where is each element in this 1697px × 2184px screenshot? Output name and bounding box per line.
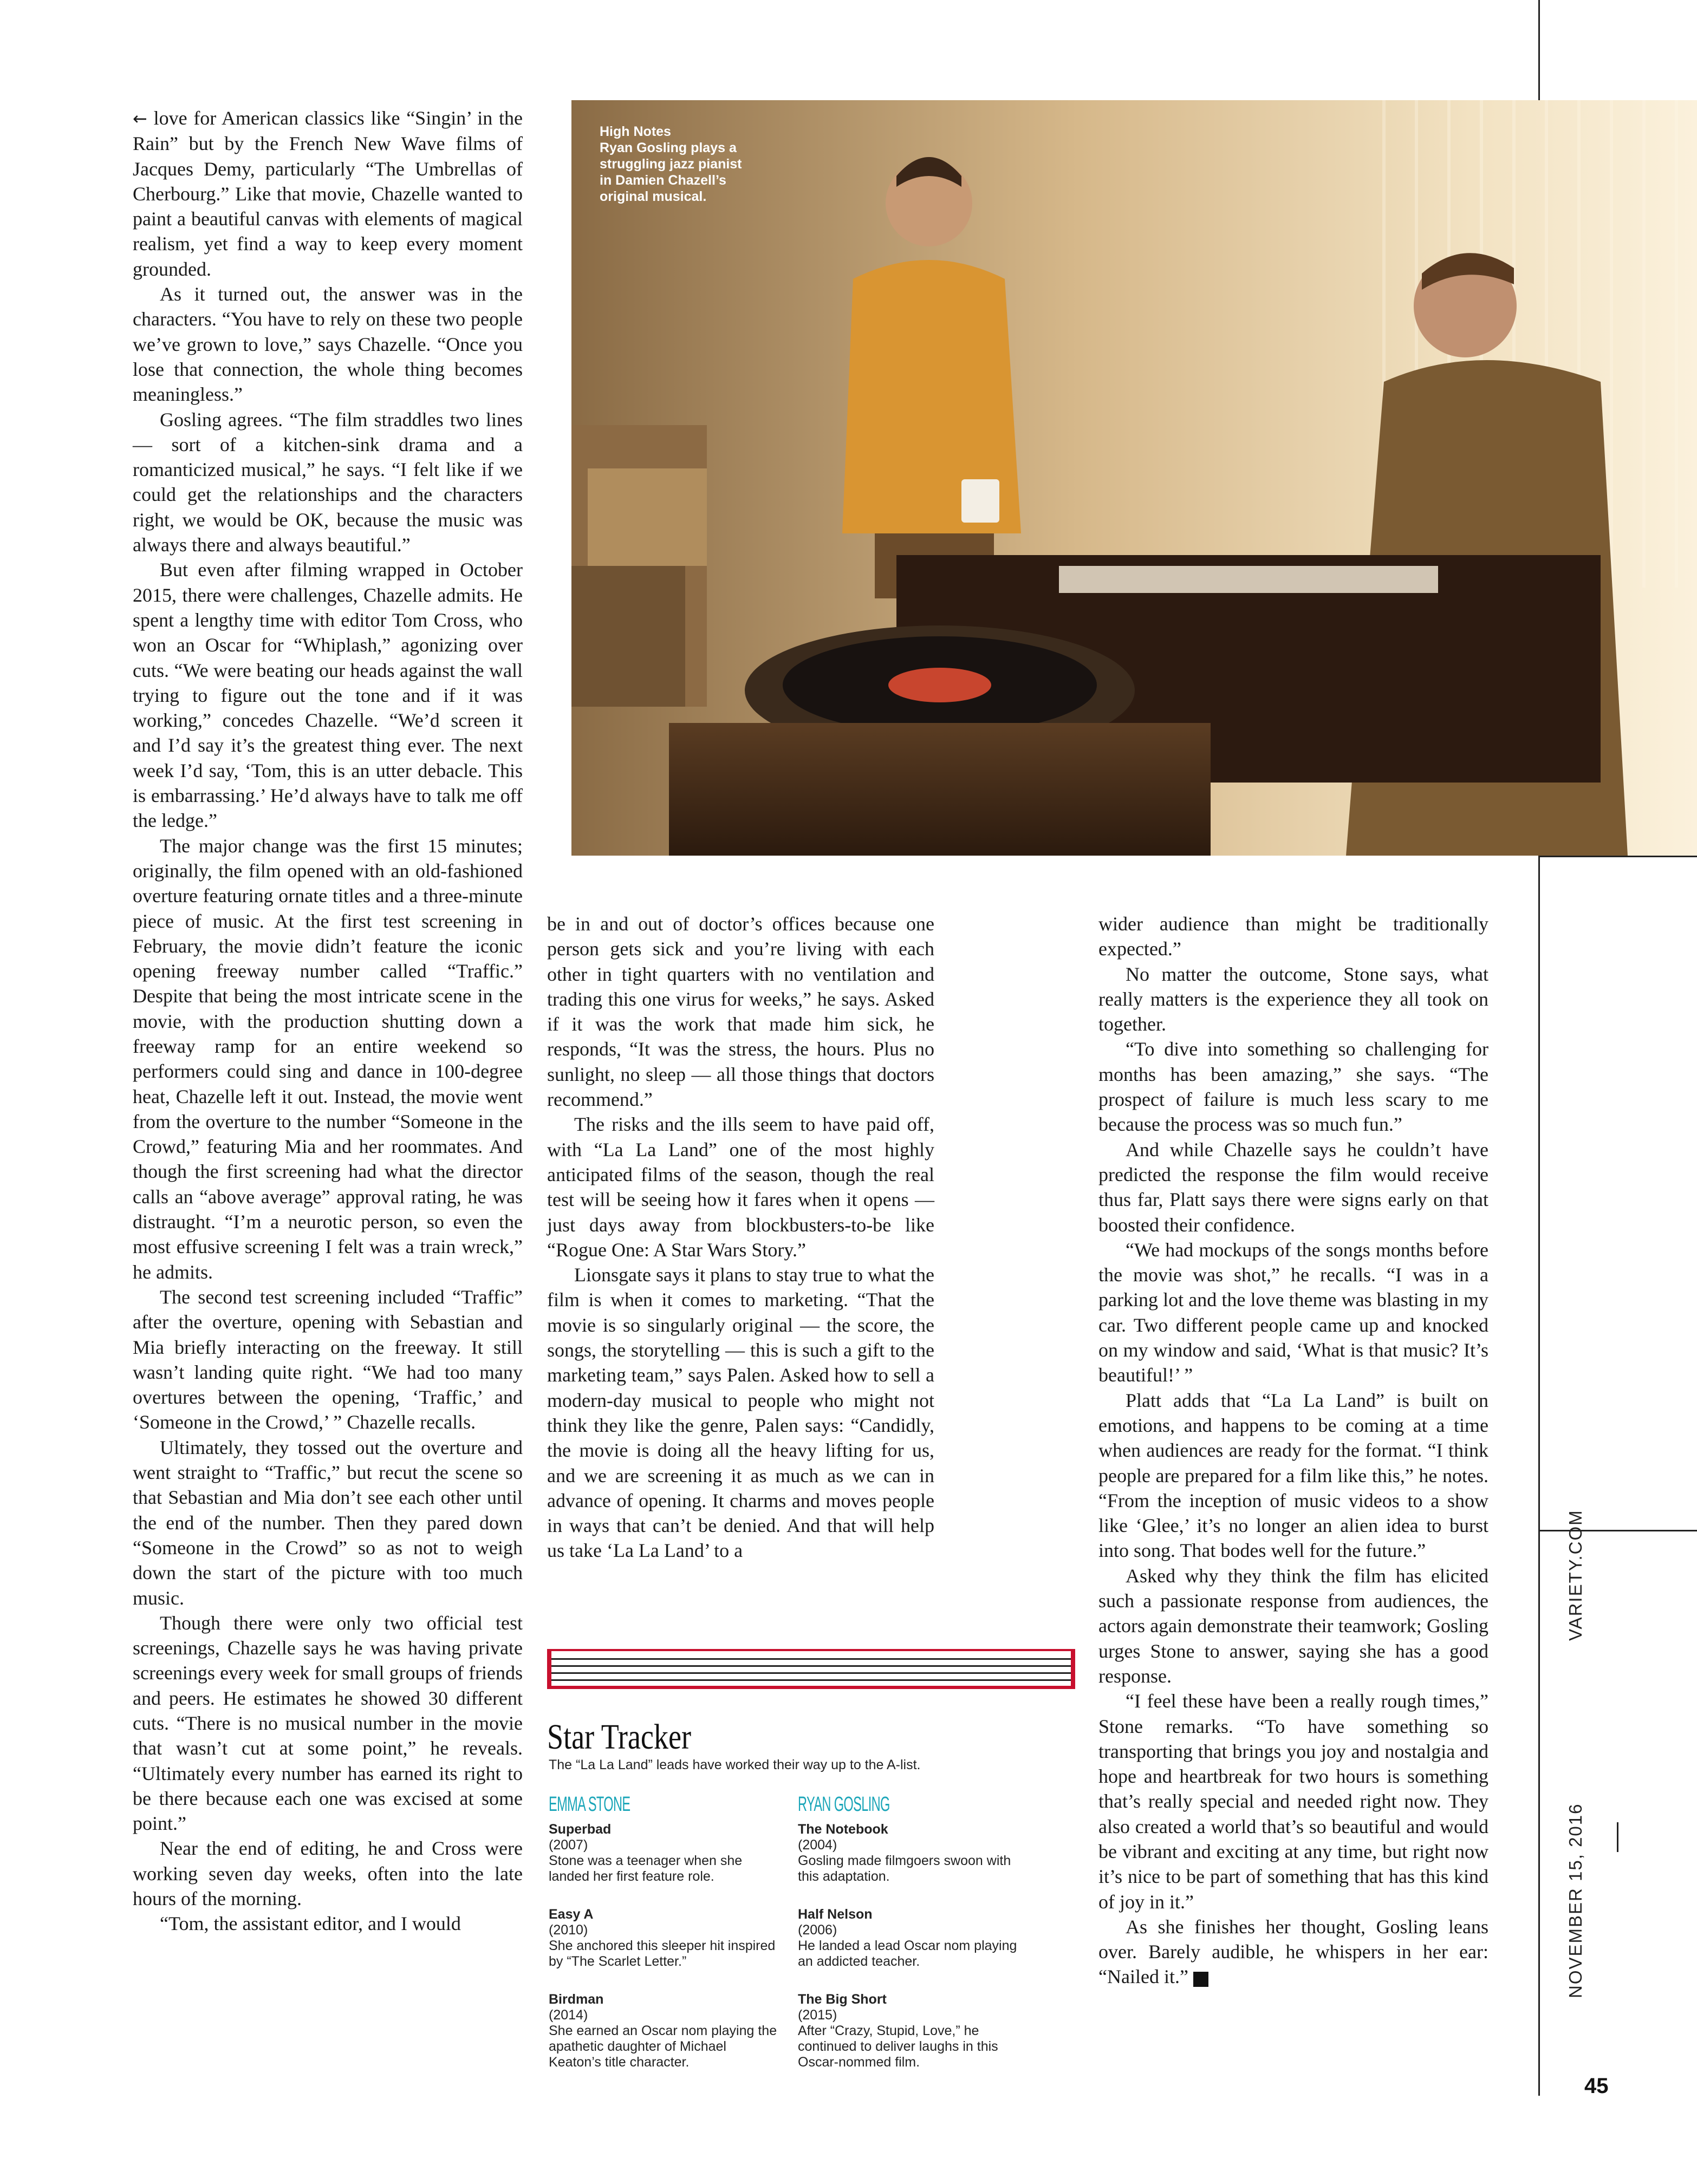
article-paragraph: be in and out of doctor’s offices because one person gets sick and you’re living with each other in tight quarters with no ventilation and trading this one virus for weeks,” he says. Asked if it was the work that made him sick, he responds, “It was the stress, the hours. Plus no sunlight, no sleep — all those things that doctors recommend.”: [547, 913, 934, 1111]
photo-illustration: [571, 100, 1697, 856]
tracker-actor-name: EMMA STONE: [549, 1793, 630, 1816]
article-paragraph: wider audience than might be traditionally expected.”: [1098, 913, 1488, 960]
page-number-divider: [1617, 1822, 1618, 1852]
tracker-entry: Superbad (2007) Stone was a teenager when she landed her first feature role.: [549, 1822, 743, 1884]
article-paragraph: Platt adds that “La La Land” is built on emotions, and happens to be coming at a time when audiences are ready for the format. “I think people are prepared for a film like this,” he notes. “From the inception of music videos to a show like ‘Glee,’ it’s no longer an alien idea to burst into song. That bodes well for the future.”: [1098, 1389, 1488, 1562]
article-paragraph: But even after filming wrapped in October 2015, there were challenges, Chazelle admits. He spent a lengthy time with editor Tom Cross, who won an Oscar for “Whiplash,” agonizing over cuts. “We were beating our heads against the wall trying to figure out the tone and if it was working,” concedes Chazelle. “We’d screen it and I’d say it’s the greatest thing ever. The next week I’d say, ‘Tom, this is an utter debacle. This is embarrassing.’ He’d always have to talk me off the ledge.”: [133, 559, 523, 832]
article-paragraph: “To dive into something so challenging for months has been amazing,” she says. “The prospect of failure is much less scary to me because the process was so much fun.”: [1098, 1038, 1488, 1136]
article-paragraph: No matter the outcome, Stone says, what really matters is the experience they all took on together.: [1098, 963, 1488, 1035]
article-paragraph: ← love for American classics like “Singin’ in the Rain” but by the French New Wave films of Jacques Demy, particularly “The Umbrellas of Cherbourg.” Like that movie, Chazelle wanted to paint a beautiful canvas with elements of magical realism, yet find a way to keep every moment grounded.: [133, 107, 523, 280]
tracker-entry: The Big Short (2015) After “Crazy, Stupid, Love,” he continued to deliver laughs in this Oscar-nommed film.: [798, 1992, 998, 2070]
margin-rule-bottom: [1538, 856, 1540, 2096]
tracker-entry: Half Nelson (2006) He landed a lead Oscar nom playing an addicted teacher.: [798, 1907, 1017, 1969]
tracker-column-gosling: [798, 1793, 1031, 2092]
article-photo: [571, 100, 1697, 856]
article-paragraph: “I feel these have been a really rough times,” Stone remarks. “To have something so transporting that brings you joy and nostalgia and hope and heartbreak for two hours is something that’s really special and needed right now. They also created a world that’s so beautiful and would be vibrant and exciting at any time, but right now it’s nice to be part of something that has this kind of joy in it.”: [1098, 1690, 1488, 1913]
article-paragraph: Ultimately, they tossed out the overture and went straight to “Traffic,” but recut the scene so that Sebastian and Mia don’t see each other until the end of the number. Then they pared down “Someone in the Crowd” so as not to weigh down the start of the picture with too much music.: [133, 1436, 523, 1609]
article-paragraph: Near the end of editing, he and Cross were working seven day weeks, often into the late hours of the morning.: [133, 1837, 523, 1910]
article-paragraph: “We had mockups of the songs months before the movie was shot,” he recalls. “I was in a parking lot and the love theme was blasting in my car. Two different people came up and knocked on my window and said, ‘What is that music? It’s beautiful!’ ”: [1098, 1238, 1488, 1386]
article-column-2: [547, 911, 934, 1563]
tracker-entry: Easy A (2010) She anchored this sleeper hit inspired by “The Scarlet Letter.”: [549, 1907, 776, 1969]
article-paragraph: And while Chazelle says he couldn’t have predicted the response the film would receive thus far, Platt says there were signs early on that boosted their confidence.: [1098, 1138, 1488, 1236]
margin-rule-horizontal: [1538, 856, 1697, 857]
article-paragraph: The major change was the first 15 minutes; originally, the film opened with an old-fashioned overture featuring ornate titles and a three-minute piece of music. At the first test screening in February, the movie didn’t feature the iconic opening freeway number called “Traffic.” Despite that being the most intricate scene in the movie, with the production shutting down a freeway ramp for an entire weekend so performers could sing and dance in 100-degree heat, Chazelle left it out. Instead, the movie went from the overture to the number “Someone in the Crowd,” featuring Mia and her roommates. And though the first screening had what the director calls an “above average” approval rating, he was distraught. “I’m a neurotic person, so even the most effusive screening I felt was a train wreck,” he admits.: [133, 835, 523, 1283]
article-paragraph: Lionsgate says it plans to stay true to what the film is when it comes to marketing. “That the movie is so singularly original — the score, the songs, the storytelling — this is such a gift to the marketing team,” says Palen. Asked how to sell a modern-day musical to people who might not think they like the genre, Palen says: “Candidly, the movie is doing all the heavy lifting for us, and we are screening it as much as we can in advance of opening. It charms and moves people in ways that can’t be denied. And that will help us take ‘La La Land’ to a: [547, 1264, 934, 1562]
article-paragraph: Gosling agrees. “The film straddles two lines — sort of a kitchen-sink drama and a romanticized musical,” he says. “I felt like if we could get the relationships and the characters right, we would be OK, because the music was always there and always beautiful.”: [133, 408, 523, 556]
article-column-1: [133, 106, 523, 1937]
tracker-staff-graphic: [547, 1649, 1075, 1692]
article-paragraph: “Tom, the assistant editor, and I would: [160, 1913, 461, 1935]
tracker-title: Star Tracker: [547, 1717, 692, 1757]
variety-end-mark-icon: V: [1193, 1972, 1208, 1987]
tracker-entry: The Notebook (2004) Gosling made filmgoers swoon with this adaptation.: [798, 1822, 1011, 1884]
article-paragraph: The second test screening included “Traffic” after the overture, opening with Sebastian and Mia briefly interacting on the freeway. It still wasn’t landing quite right. “We had too many overtures between the opening, ‘Traffic,’ and ‘Someone in the Crowd,’ ” Chazelle recalls.: [133, 1286, 523, 1433]
photo-caption: [600, 123, 746, 205]
tracker-entry: Birdman (2014) She earned an Oscar nom playing the apathetic daughter of Michael Keaton’s title character.: [549, 1992, 777, 2070]
site-url: VARIETY.COM: [1565, 1509, 1585, 1641]
margin-rule-horizontal: [1538, 1530, 1697, 1531]
tracker-subtitle: The “La La Land” leads have worked their way up to the A-list.: [549, 1757, 921, 1772]
continued-arrow-icon: ←: [133, 108, 147, 129]
article-paragraph: As it turned out, the answer was in the characters. “You have to rely on these two people we’ve grown to love,” says Chazelle. “Once you lose that connection, the whole thing becomes meaningless.”: [133, 283, 523, 406]
article-paragraph: Though there were only two official test screenings, Chazelle says he was having private screenings every week for small groups of friends and peers. He estimates he showed 30 different cuts. “There is no musical number in the movie that wasn’t cut at some point,” he reveals. “Ultimately every number has earned its right to be there because each one was excised at some point.”: [133, 1612, 523, 1835]
tracker-column-stone: [549, 1793, 782, 2092]
article-paragraph: Asked why they think the film has elicited such a passionate response from audiences, the actors again demonstrate their teamwork; Gosling urges Stone to answer, saying she has a good response.: [1098, 1564, 1488, 1687]
article-column-3: [1098, 911, 1488, 1990]
margin-rule-top: [1538, 0, 1540, 100]
article-paragraph: As she finishes her thought, Gosling leans over. Barely audible, he whispers in her ear: “Nailed it.” V: [1098, 1915, 1488, 1988]
article-paragraph: The risks and the ills seem to have paid off, with “La La Land” one of the most highly anticipated films of the season, though the real test will be seeing how it fares when it opens — just days away from blockbusters-to-be like “Rogue One: A Star Wars Story.”: [547, 1113, 934, 1261]
page-number: 45: [1584, 2074, 1609, 2098]
issue-date: NOVEMBER 15, 2016: [1565, 1803, 1585, 1998]
caption-text: Ryan Gosling plays a struggling jazz pianist in Damien Chazell’s original musical.: [600, 140, 742, 204]
tracker-actor-name: RYAN GOSLING: [798, 1793, 890, 1816]
caption-title: High Notes: [600, 124, 671, 139]
